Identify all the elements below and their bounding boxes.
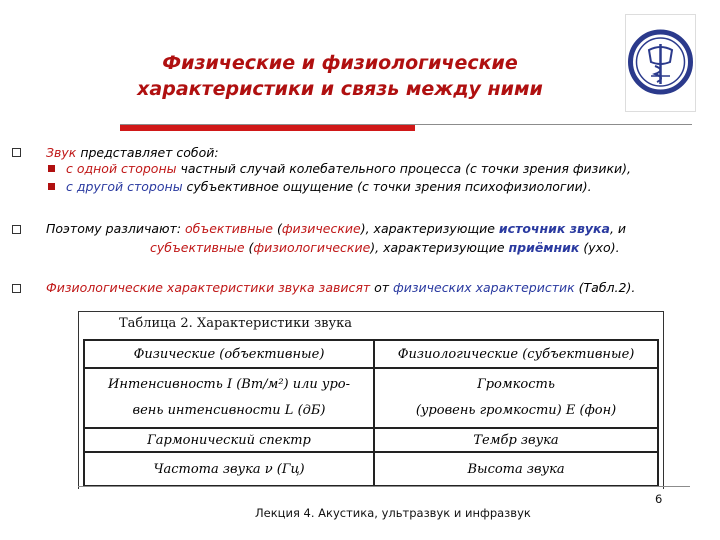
title-line-2: характеристики и связь между ними bbox=[137, 78, 543, 100]
table-caption: Таблица 2. Характеристики звука bbox=[119, 316, 353, 331]
table-row bbox=[84, 368, 658, 428]
sub-bullet-icon bbox=[48, 165, 55, 172]
slide-title bbox=[60, 50, 620, 102]
square-bullet-icon bbox=[12, 284, 21, 293]
table-row bbox=[84, 452, 658, 486]
header-rule-red bbox=[120, 125, 415, 131]
square-bullet-icon bbox=[12, 148, 21, 157]
sub-bullet-icon bbox=[48, 183, 55, 190]
bullet-2-line-1: Поэтому различают: объективные (физические), характеризующие источник звука, и bbox=[46, 221, 627, 236]
table-cell: Интенсивность I (Вт/м²) или уро- вень интенсивности L (дБ) bbox=[84, 368, 374, 428]
page-number: 6 bbox=[655, 492, 663, 506]
table-cell: Частота звука ν (Гц) bbox=[84, 452, 374, 486]
footer-text: Лекция 4. Акустика, ультразвук и инфразвук bbox=[255, 506, 531, 520]
table-grid bbox=[83, 339, 659, 487]
table-cell: Тембр звука bbox=[374, 428, 658, 452]
footer-rule bbox=[78, 486, 690, 487]
bullet-3: Физиологические характеристики звука зависят от физических характеристик (Табл.2). bbox=[46, 280, 636, 295]
table-cell: Гармонический спектр bbox=[84, 428, 374, 452]
characteristics-table bbox=[78, 311, 664, 489]
bullet-2-line-2: субъективные (физиологические), характеризующие приёмник (ухо). bbox=[150, 240, 620, 255]
university-emblem-icon bbox=[625, 14, 696, 112]
bullet-1-sub-1: с одной стороны частный случай колебательного процесса (с точки зрения физики), bbox=[66, 161, 631, 176]
bullet-1-sub-2: с другой стороны субъективное ощущение (с точки зрения психофизиологии). bbox=[66, 179, 592, 194]
bullet-1-lead: Звук представляет собой: bbox=[46, 145, 219, 160]
table-cell: Высота звука bbox=[374, 452, 658, 486]
table-header: Физиологические (субъективные) bbox=[374, 340, 658, 368]
title-line-1: Физические и физиологические bbox=[162, 52, 518, 74]
table-cell: Громкость (уровень громкости) E (фон) bbox=[374, 368, 658, 428]
table-header: Физические (объективные) bbox=[84, 340, 374, 368]
square-bullet-icon bbox=[12, 225, 21, 234]
table-row bbox=[84, 428, 658, 452]
